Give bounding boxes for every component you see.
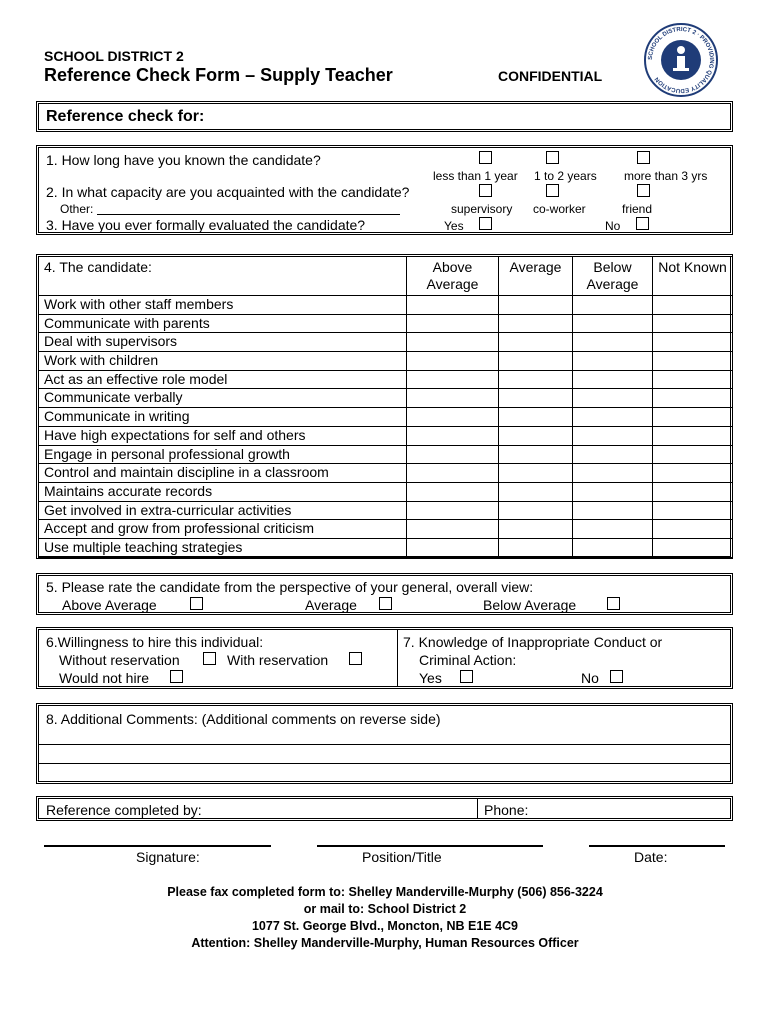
checkbox-overall-average[interactable] bbox=[379, 597, 392, 610]
checkbox-would-not-hire[interactable] bbox=[170, 670, 183, 683]
table-row bbox=[39, 426, 733, 445]
rating-heading: 4. The candidate: bbox=[39, 257, 407, 296]
table-row bbox=[39, 408, 733, 427]
rating-cell[interactable] bbox=[653, 520, 733, 539]
rating-cell[interactable] bbox=[407, 296, 499, 315]
rating-cell[interactable] bbox=[573, 501, 653, 520]
question-3: 3. Have you ever formally evaluated the candidate? bbox=[46, 217, 366, 233]
table-row bbox=[39, 314, 733, 333]
rating-header-row bbox=[39, 257, 733, 296]
table-row bbox=[39, 482, 733, 501]
rating-cell[interactable] bbox=[407, 520, 499, 539]
phone-divider bbox=[477, 799, 478, 818]
option-less-than-1-year: less than 1 year bbox=[433, 169, 518, 183]
checkbox-supervisory[interactable] bbox=[479, 184, 492, 197]
rating-cell[interactable] bbox=[499, 370, 573, 389]
table-row bbox=[39, 352, 733, 371]
option-conduct-yes: Yes bbox=[419, 670, 442, 686]
rating-cell[interactable] bbox=[499, 501, 573, 520]
rating-cell[interactable] bbox=[407, 426, 499, 445]
row-label: Accept and grow from professional criticism bbox=[39, 520, 407, 539]
checkbox-1-to-2-years[interactable] bbox=[546, 151, 559, 164]
question-1: 1. How long have you known the candidate? bbox=[46, 152, 321, 168]
checkbox-without-reservation[interactable] bbox=[203, 652, 216, 665]
checkbox-overall-below-average[interactable] bbox=[607, 597, 620, 610]
checkbox-conduct-no[interactable] bbox=[610, 670, 623, 683]
conduct-question-line1: 7. Knowledge of Inappropriate Conduct or bbox=[403, 634, 663, 650]
option-overall-above-average: Above Average bbox=[62, 597, 157, 613]
rating-cell[interactable] bbox=[653, 314, 733, 333]
logo-text: SCHOOL DISTRICT 2 · PROVIDING QUALITY EDUCATION bbox=[647, 26, 715, 94]
overall-rating-section bbox=[36, 573, 733, 615]
page-title: Reference Check Form – Supply Teacher bbox=[44, 65, 393, 85]
rating-cell[interactable] bbox=[407, 352, 499, 371]
rating-cell[interactable] bbox=[407, 501, 499, 520]
rating-cell[interactable] bbox=[573, 333, 653, 352]
option-co-worker: co-worker bbox=[533, 202, 586, 216]
rating-cell[interactable] bbox=[499, 464, 573, 483]
rating-cell[interactable] bbox=[653, 426, 733, 445]
row-label: Use multiple teaching strategies bbox=[39, 538, 407, 557]
footer-attention: Attention: Shelley Manderville-Murphy, Human Resources Officer bbox=[191, 936, 579, 950]
completed-by-section bbox=[36, 796, 733, 821]
rating-cell[interactable] bbox=[573, 370, 653, 389]
rating-cell[interactable] bbox=[499, 352, 573, 371]
option-with-reservation: With reservation bbox=[227, 652, 329, 668]
checkbox-evaluated-yes[interactable] bbox=[479, 217, 492, 230]
rating-cell[interactable] bbox=[407, 408, 499, 427]
rating-cell[interactable] bbox=[407, 389, 499, 408]
option-supervisory: supervisory bbox=[451, 202, 513, 216]
rating-cell[interactable] bbox=[499, 538, 573, 557]
checkbox-co-worker[interactable] bbox=[546, 184, 559, 197]
rating-cell[interactable] bbox=[573, 445, 653, 464]
rating-cell[interactable] bbox=[573, 538, 653, 557]
rating-cell[interactable] bbox=[653, 482, 733, 501]
table-row bbox=[39, 370, 733, 389]
completed-by-label[interactable]: Reference completed by: bbox=[46, 802, 202, 818]
rating-cell[interactable] bbox=[653, 333, 733, 352]
option-would-not-hire: Would not hire bbox=[59, 670, 150, 686]
rating-cell[interactable] bbox=[407, 333, 499, 352]
option-overall-below-average: Below Average bbox=[483, 597, 577, 613]
comment-line-2[interactable] bbox=[39, 763, 730, 764]
rating-cell[interactable] bbox=[573, 352, 653, 371]
table-row bbox=[39, 333, 733, 352]
rating-cell[interactable] bbox=[653, 389, 733, 408]
rating-cell[interactable] bbox=[499, 445, 573, 464]
option-conduct-no: No bbox=[581, 670, 599, 686]
phone-label[interactable]: Phone: bbox=[484, 802, 529, 818]
other-input-line[interactable] bbox=[97, 214, 400, 215]
rating-cell[interactable] bbox=[573, 520, 653, 539]
rating-cell[interactable] bbox=[653, 296, 733, 315]
acquaintance-section bbox=[36, 145, 733, 235]
rating-cell[interactable] bbox=[499, 520, 573, 539]
rating-cell[interactable] bbox=[499, 314, 573, 333]
rating-cell[interactable] bbox=[499, 426, 573, 445]
row-label: Deal with supervisors bbox=[39, 333, 407, 352]
option-overall-average: Average bbox=[305, 597, 357, 613]
rating-cell[interactable] bbox=[653, 538, 733, 557]
position-label: Position/Title bbox=[362, 849, 442, 865]
table-row bbox=[39, 501, 733, 520]
table-row bbox=[39, 445, 733, 464]
rating-cell[interactable] bbox=[407, 370, 499, 389]
rating-cell[interactable] bbox=[407, 538, 499, 557]
table-row bbox=[39, 520, 733, 539]
row-label: Get involved in extra-curricular activities bbox=[39, 501, 407, 520]
rating-cell[interactable] bbox=[499, 296, 573, 315]
row-label: Control and maintain discipline in a classroom bbox=[39, 464, 407, 483]
reference-for-box[interactable] bbox=[36, 101, 733, 132]
option-yes: Yes bbox=[444, 219, 464, 233]
table-row bbox=[39, 389, 733, 408]
checkbox-conduct-yes[interactable] bbox=[460, 670, 473, 683]
footer-address: 1077 St. George Blvd., Moncton, NB E1E 4C9 bbox=[251, 919, 519, 933]
footer-fax: Please fax completed form to: Shelley Manderville-Murphy (506) 856-3224 bbox=[167, 885, 603, 899]
date-label: Date: bbox=[634, 849, 668, 865]
rating-cell[interactable] bbox=[499, 482, 573, 501]
rating-cell[interactable] bbox=[573, 389, 653, 408]
rating-cell[interactable] bbox=[653, 352, 733, 371]
rating-cell[interactable] bbox=[653, 445, 733, 464]
rating-cell[interactable] bbox=[407, 482, 499, 501]
rating-cell[interactable] bbox=[573, 408, 653, 427]
checkbox-with-reservation[interactable] bbox=[349, 652, 362, 665]
rating-cell[interactable] bbox=[407, 445, 499, 464]
rating-cell[interactable] bbox=[653, 370, 733, 389]
date-line[interactable] bbox=[589, 845, 725, 847]
question-2: 2. In what capacity are you acquainted with the candidate? bbox=[46, 184, 410, 200]
district-name: SCHOOL DISTRICT 2 bbox=[44, 48, 184, 64]
row-label: Communicate verbally bbox=[39, 389, 407, 408]
row-label: Have high expectations for self and others bbox=[39, 426, 407, 445]
comment-line-1[interactable] bbox=[39, 744, 730, 745]
footer-instructions bbox=[0, 884, 770, 952]
option-no: No bbox=[605, 219, 621, 233]
checkbox-friend[interactable] bbox=[637, 184, 650, 197]
table-row bbox=[39, 538, 733, 557]
confidential-label: CONFIDENTIAL bbox=[498, 68, 603, 84]
rating-cell[interactable] bbox=[573, 482, 653, 501]
rating-cell[interactable] bbox=[653, 501, 733, 520]
rating-table bbox=[38, 256, 733, 558]
rating-cell[interactable] bbox=[573, 314, 653, 333]
willingness-question: 6.Willingness to hire this individual: bbox=[46, 634, 264, 650]
section-divider bbox=[397, 630, 398, 686]
column-not-known: Not Known bbox=[653, 257, 733, 296]
option-more-than-3-yrs: more than 3 yrs bbox=[624, 169, 708, 183]
comments-label: 8. Additional Comments: (Additional comments on reverse side) bbox=[46, 711, 441, 727]
rating-cell[interactable] bbox=[573, 464, 653, 483]
option-1-to-2-years: 1 to 2 years bbox=[534, 169, 597, 183]
checkbox-overall-above-average[interactable] bbox=[190, 597, 203, 610]
rating-cell[interactable] bbox=[573, 426, 653, 445]
rating-cell[interactable] bbox=[499, 333, 573, 352]
row-label: Maintains accurate records bbox=[39, 482, 407, 501]
row-label: Act as an effective role model bbox=[39, 370, 407, 389]
conduct-question-line2: Criminal Action: bbox=[419, 652, 517, 668]
option-without-reservation: Without reservation bbox=[59, 652, 180, 668]
footer-mail: or mail to: School District 2 bbox=[303, 902, 467, 916]
rating-cell[interactable] bbox=[653, 408, 733, 427]
other-label: Other: bbox=[60, 202, 94, 216]
signature-line[interactable] bbox=[44, 845, 271, 847]
row-label: Work with other staff members bbox=[39, 296, 407, 315]
overall-rating-question: 5. Please rate the candidate from the perspective of your general, overall view: bbox=[46, 579, 534, 595]
position-line[interactable] bbox=[317, 845, 543, 847]
row-label: Engage in personal professional growth bbox=[39, 445, 407, 464]
column-average: Average bbox=[499, 257, 573, 296]
table-row bbox=[39, 464, 733, 483]
signature-label: Signature: bbox=[136, 849, 200, 865]
rating-cell[interactable] bbox=[407, 314, 499, 333]
checkbox-more-than-3-yrs[interactable] bbox=[637, 151, 650, 164]
rating-cell[interactable] bbox=[573, 296, 653, 315]
rating-cell[interactable] bbox=[499, 408, 573, 427]
checkbox-evaluated-no[interactable] bbox=[636, 217, 649, 230]
row-label: Communicate with parents bbox=[39, 314, 407, 333]
column-below-average: Below Average bbox=[573, 257, 653, 296]
checkbox-less-than-1-year[interactable] bbox=[479, 151, 492, 164]
row-label: Work with children bbox=[39, 352, 407, 371]
option-friend: friend bbox=[622, 202, 653, 216]
reference-for-label: Reference check for: bbox=[46, 108, 205, 125]
rating-cell[interactable] bbox=[407, 464, 499, 483]
column-above-average: Above Average bbox=[407, 257, 499, 296]
table-row bbox=[39, 296, 733, 315]
comments-section bbox=[36, 703, 733, 784]
hire-conduct-section bbox=[36, 627, 733, 689]
rating-cell[interactable] bbox=[499, 389, 573, 408]
rating-cell[interactable] bbox=[653, 464, 733, 483]
row-label: Communicate in writing bbox=[39, 408, 407, 427]
district-logo bbox=[643, 22, 719, 98]
